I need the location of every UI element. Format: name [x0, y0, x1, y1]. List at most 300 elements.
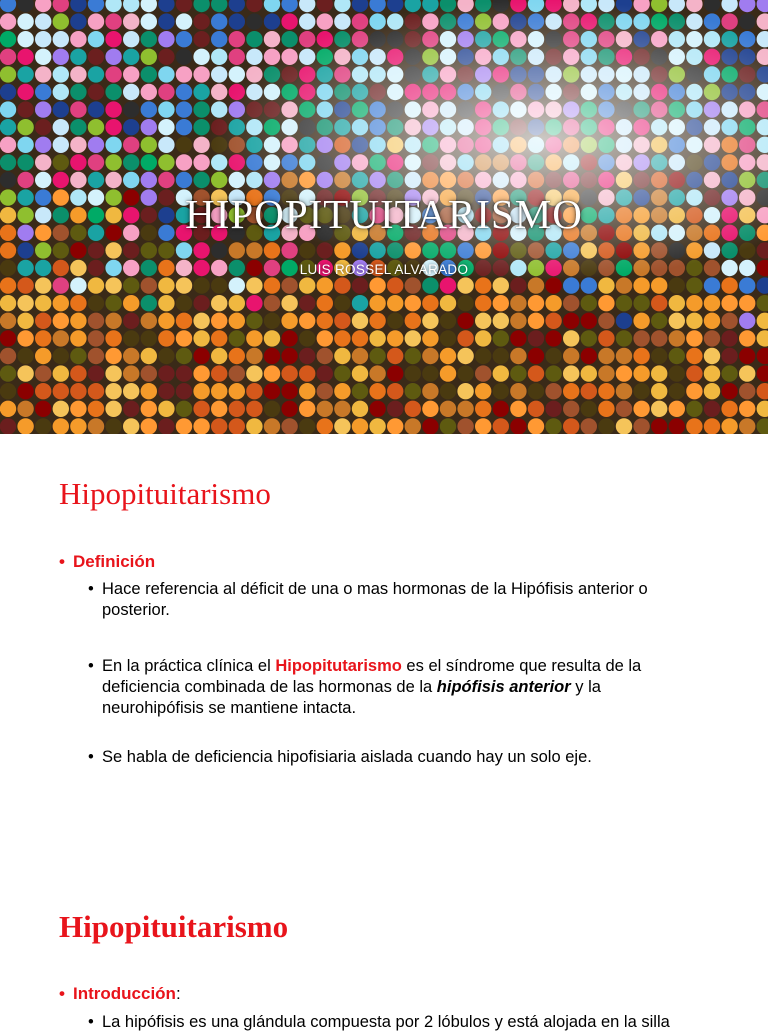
pattern-dot [70, 348, 86, 364]
pattern-dot [176, 383, 192, 399]
pattern-dot [53, 137, 69, 153]
pattern-dot [651, 401, 667, 417]
pattern-dot [598, 383, 614, 399]
pattern-dot [246, 277, 262, 293]
list-item [88, 1012, 748, 1033]
pattern-dot [17, 101, 33, 117]
pattern-dot [422, 313, 438, 329]
pattern-dot [70, 365, 86, 381]
pattern-dot [246, 13, 262, 29]
pattern-dot [545, 348, 561, 364]
pattern-dot [563, 383, 579, 399]
pattern-dot [352, 277, 368, 293]
pattern-dot [686, 295, 702, 311]
pattern-dot [598, 313, 614, 329]
pattern-dot [704, 365, 720, 381]
pattern-dot [387, 365, 403, 381]
pattern-dot [53, 66, 69, 82]
pattern-dot [317, 13, 333, 29]
pattern-dot [70, 418, 86, 434]
pattern-dot [88, 154, 104, 170]
pattern-dot [457, 401, 473, 417]
pattern-dot [176, 418, 192, 434]
pattern-dot [299, 313, 315, 329]
pattern-dot [176, 101, 192, 117]
pattern-dot [123, 295, 139, 311]
pattern-dot [211, 365, 227, 381]
pattern-dot [616, 313, 632, 329]
pattern-dot [17, 242, 33, 258]
pattern-dot [334, 348, 350, 364]
pattern-dot [317, 401, 333, 417]
pattern-dot [387, 295, 403, 311]
pattern-dot [704, 348, 720, 364]
pattern-dot [229, 31, 245, 47]
pattern-dot [651, 383, 667, 399]
pattern-dot [299, 13, 315, 29]
pattern-dot [651, 313, 667, 329]
pattern-dot [35, 119, 51, 135]
pattern-dot [158, 401, 174, 417]
pattern-dot [70, 84, 86, 100]
pattern-dot [158, 49, 174, 65]
pattern-dot [193, 0, 209, 12]
pattern-dot [493, 277, 509, 293]
pattern-dot [70, 295, 86, 311]
pattern-dot [352, 330, 368, 346]
pattern-dot [352, 313, 368, 329]
pattern-dot [669, 277, 685, 293]
pattern-dot [0, 84, 16, 100]
pattern-dot [422, 277, 438, 293]
pattern-dot [704, 401, 720, 417]
pattern-dot [0, 418, 16, 434]
pattern-dot [317, 277, 333, 293]
pattern-dot [176, 348, 192, 364]
pattern-dot [246, 348, 262, 364]
pattern-dot [264, 418, 280, 434]
pattern-dot [510, 313, 526, 329]
bullet-dot-icon: • [59, 984, 65, 1003]
pattern-dot [616, 401, 632, 417]
pattern-dot [369, 313, 385, 329]
pattern-dot [352, 365, 368, 381]
pattern-dot [721, 330, 737, 346]
pattern-dot [739, 277, 755, 293]
pattern-dot [317, 330, 333, 346]
bullet-heading-introduccion [59, 984, 181, 1004]
pattern-dot [457, 365, 473, 381]
pattern-dot [510, 348, 526, 364]
pattern-dot [123, 242, 139, 258]
pattern-dot [246, 295, 262, 311]
pattern-dot [563, 313, 579, 329]
pattern-dot [141, 383, 157, 399]
list-item-text: En la práctica clínica el Hipopitutarismo es el síndrome que resulta de la deficiencia combinada de las hormonas de la hipófisis anterior y la neurohipófisis se mantiene intacta. [102, 657, 642, 717]
pattern-dot [440, 365, 456, 381]
pattern-dot [264, 313, 280, 329]
pattern-dot [158, 137, 174, 153]
pattern-dot [563, 418, 579, 434]
pattern-dot [70, 401, 86, 417]
pattern-dot [475, 401, 491, 417]
pattern-dot [633, 383, 649, 399]
pattern-dot [299, 242, 315, 258]
pattern-dot [17, 137, 33, 153]
pattern-dot [651, 330, 667, 346]
pattern-dot [88, 383, 104, 399]
pattern-dot [0, 313, 16, 329]
pattern-dot [757, 13, 768, 29]
pattern-dot [545, 295, 561, 311]
pattern-dot [299, 401, 315, 417]
pattern-dot [158, 119, 174, 135]
pattern-dot [545, 365, 561, 381]
list-item-text: Hace referencia al déficit de una o mas hormonas de la Hipófisis anterior o posterior. [102, 580, 648, 619]
pattern-dot [475, 348, 491, 364]
pattern-dot [105, 119, 121, 135]
list-item [88, 579, 698, 621]
pattern-dot [0, 277, 16, 293]
pattern-dot [211, 13, 227, 29]
pattern-dot [193, 101, 209, 117]
pattern-dot [158, 154, 174, 170]
pattern-dot [211, 418, 227, 434]
pattern-dot [281, 31, 297, 47]
pattern-dot [158, 31, 174, 47]
pattern-dot [739, 348, 755, 364]
pattern-dot [0, 383, 16, 399]
pattern-dot [493, 383, 509, 399]
pattern-dot [528, 330, 544, 346]
pattern-dot [0, 330, 16, 346]
pattern-dot [317, 418, 333, 434]
pattern-dot [633, 365, 649, 381]
pattern-dot [422, 383, 438, 399]
pattern-dot [105, 418, 121, 434]
pattern-dot [53, 383, 69, 399]
pattern-dot [686, 0, 702, 12]
pattern-dot [246, 418, 262, 434]
pattern-dot [369, 383, 385, 399]
pattern-dot [105, 84, 121, 100]
pattern-dot [581, 295, 597, 311]
pattern-dot [0, 401, 16, 417]
pattern-dot [440, 330, 456, 346]
pattern-dot [528, 348, 544, 364]
pattern-dot [211, 242, 227, 258]
pattern-dot [510, 330, 526, 346]
pattern-dot [123, 0, 139, 12]
pattern-dot [457, 383, 473, 399]
pattern-dot [440, 277, 456, 293]
pattern-dot [739, 313, 755, 329]
pattern-dot [457, 277, 473, 293]
pattern-dot [141, 313, 157, 329]
pattern-dot [686, 277, 702, 293]
pattern-dot [158, 0, 174, 12]
pattern-dot [405, 277, 421, 293]
pattern-dot [123, 401, 139, 417]
bullet-dot-icon: • [88, 748, 94, 766]
pattern-dot [53, 401, 69, 417]
pattern-dot [17, 418, 33, 434]
pattern-dot [158, 66, 174, 82]
pattern-dot [598, 277, 614, 293]
pattern-dot [88, 365, 104, 381]
pattern-dot [598, 295, 614, 311]
pattern-dot [669, 313, 685, 329]
pattern-dot [246, 313, 262, 329]
slide-title: Hipopituitarismo [59, 476, 271, 511]
pattern-dot [299, 0, 315, 12]
bullet-dot-icon: • [88, 657, 94, 675]
pattern-dot [633, 277, 649, 293]
pattern-dot [317, 295, 333, 311]
pattern-dot [264, 348, 280, 364]
pattern-dot [53, 277, 69, 293]
pattern-dot [70, 0, 86, 12]
pattern-dot [581, 348, 597, 364]
pattern-dot [352, 348, 368, 364]
pattern-dot [440, 313, 456, 329]
pattern-dot [141, 31, 157, 47]
pattern-dot [281, 242, 297, 258]
pattern-dot [510, 418, 526, 434]
pattern-dot [88, 172, 104, 188]
pattern-dot [581, 401, 597, 417]
pattern-dot [581, 418, 597, 434]
pattern-dot [158, 13, 174, 29]
pattern-dot [721, 383, 737, 399]
pattern-dot [352, 383, 368, 399]
pattern-dot [563, 365, 579, 381]
bullet-heading-definicion [59, 552, 155, 572]
pattern-dot [633, 401, 649, 417]
pattern-dot [53, 172, 69, 188]
pattern-dot [176, 242, 192, 258]
pattern-dot [176, 31, 192, 47]
pattern-dot [264, 295, 280, 311]
pattern-dot [757, 313, 768, 329]
pattern-dot [211, 295, 227, 311]
cover-author: LUIS ROSSEL ALVARADO [299, 262, 469, 277]
heading-text: Introducción [73, 984, 176, 1003]
pattern-dot [669, 418, 685, 434]
pattern-dot [141, 66, 157, 82]
pattern-dot [369, 365, 385, 381]
pattern-dot [299, 383, 315, 399]
pattern-dot [88, 348, 104, 364]
pattern-dot [334, 330, 350, 346]
pattern-dot [281, 277, 297, 293]
pattern-dot [405, 401, 421, 417]
pattern-dot [299, 330, 315, 346]
pattern-dot [141, 137, 157, 153]
pattern-dot [193, 313, 209, 329]
pattern-dot [123, 172, 139, 188]
pattern-dot [193, 66, 209, 82]
pattern-dot [510, 365, 526, 381]
pattern-dot [70, 330, 86, 346]
pattern-dot [123, 101, 139, 117]
pattern-dot [158, 84, 174, 100]
pattern-dot [440, 348, 456, 364]
pattern-dot [369, 277, 385, 293]
pattern-dot [757, 330, 768, 346]
pattern-dot [211, 313, 227, 329]
pattern-dot [105, 31, 121, 47]
pattern-dot [105, 365, 121, 381]
pattern-dot [211, 348, 227, 364]
pattern-dot [422, 365, 438, 381]
pattern-dot [422, 401, 438, 417]
pattern-dot [281, 13, 297, 29]
pattern-dot [70, 242, 86, 258]
pattern-dot [246, 0, 262, 12]
pattern-dot [369, 348, 385, 364]
pattern-dot [669, 401, 685, 417]
pattern-dot [422, 418, 438, 434]
pattern-dot [651, 365, 667, 381]
pattern-dot [669, 383, 685, 399]
pattern-dot [246, 242, 262, 258]
pattern-dot [193, 84, 209, 100]
pattern-dot [17, 49, 33, 65]
pattern-dot [598, 348, 614, 364]
pattern-dot [123, 66, 139, 82]
pattern-dot [17, 330, 33, 346]
pattern-dot [141, 330, 157, 346]
pattern-dot [123, 348, 139, 364]
pattern-dot [105, 101, 121, 117]
pattern-dot [387, 401, 403, 417]
pattern-dot [721, 418, 737, 434]
pattern-dot [0, 31, 16, 47]
pattern-dot [211, 383, 227, 399]
pattern-dot [264, 383, 280, 399]
pattern-dot [545, 330, 561, 346]
pattern-dot [105, 137, 121, 153]
pattern-dot [317, 365, 333, 381]
pattern-dot [105, 401, 121, 417]
pattern-dot [53, 418, 69, 434]
pattern-dot [387, 313, 403, 329]
pattern-dot [616, 418, 632, 434]
pattern-dot [229, 383, 245, 399]
pattern-dot [0, 137, 16, 153]
pattern-dot [686, 383, 702, 399]
pattern-dot [53, 31, 69, 47]
pattern-dot [53, 365, 69, 381]
pattern-dot [141, 401, 157, 417]
pattern-dot [651, 348, 667, 364]
pattern-dot [299, 418, 315, 434]
pattern-dot [88, 330, 104, 346]
pattern-dot [563, 330, 579, 346]
pattern-dot [633, 418, 649, 434]
pattern-dot [176, 295, 192, 311]
pattern-dot [704, 313, 720, 329]
pattern-dot [616, 383, 632, 399]
pattern-dot [17, 277, 33, 293]
cover-slide [0, 0, 768, 434]
pattern-dot [158, 172, 174, 188]
pattern-dot [739, 401, 755, 417]
pattern-dot [281, 365, 297, 381]
pattern-dot [405, 365, 421, 381]
pattern-dot [88, 137, 104, 153]
pattern-dot [581, 313, 597, 329]
pattern-dot [158, 101, 174, 117]
pattern-dot [88, 313, 104, 329]
pattern-dot [493, 418, 509, 434]
pattern-dot [704, 418, 720, 434]
pattern-dot [334, 313, 350, 329]
pattern-dot [352, 401, 368, 417]
pattern-dot [17, 0, 33, 12]
pattern-dot [141, 0, 157, 12]
heading-text: Definición [73, 552, 156, 571]
pattern-dot [281, 383, 297, 399]
pattern-dot [528, 365, 544, 381]
pattern-dot [686, 365, 702, 381]
pattern-dot [141, 154, 157, 170]
pattern-dot [334, 418, 350, 434]
pattern-dot [0, 66, 16, 82]
pattern-dot [317, 0, 333, 12]
pattern-dot [721, 401, 737, 417]
pattern-dot [563, 401, 579, 417]
pattern-dot [70, 101, 86, 117]
pattern-dot [422, 348, 438, 364]
pattern-dot [528, 401, 544, 417]
pattern-dot [229, 401, 245, 417]
pattern-dot [598, 418, 614, 434]
pattern-dot [457, 418, 473, 434]
pattern-dot [704, 383, 720, 399]
pattern-dot [457, 330, 473, 346]
pattern-dot [193, 330, 209, 346]
pattern-dot [475, 418, 491, 434]
pattern-dot [281, 313, 297, 329]
pattern-dot [475, 330, 491, 346]
pattern-dot [563, 277, 579, 293]
pattern-dot [757, 383, 768, 399]
pattern-dot [229, 418, 245, 434]
pattern-dot [246, 365, 262, 381]
pattern-dot [264, 242, 280, 258]
pattern-dot [193, 277, 209, 293]
pattern-dot [704, 0, 720, 12]
pattern-dot [17, 84, 33, 100]
pattern-dot [493, 313, 509, 329]
pattern-dot [422, 330, 438, 346]
pattern-dot [176, 137, 192, 153]
pattern-dot [88, 119, 104, 135]
pattern-dot [405, 418, 421, 434]
pattern-dot [352, 418, 368, 434]
pattern-dot [35, 137, 51, 153]
pattern-dot [299, 277, 315, 293]
pattern-dot [352, 0, 368, 12]
pattern-dot [669, 365, 685, 381]
pattern-dot [123, 49, 139, 65]
pattern-dot [53, 119, 69, 135]
pattern-dot [369, 401, 385, 417]
pattern-dot [669, 0, 685, 12]
pattern-dot [246, 401, 262, 417]
